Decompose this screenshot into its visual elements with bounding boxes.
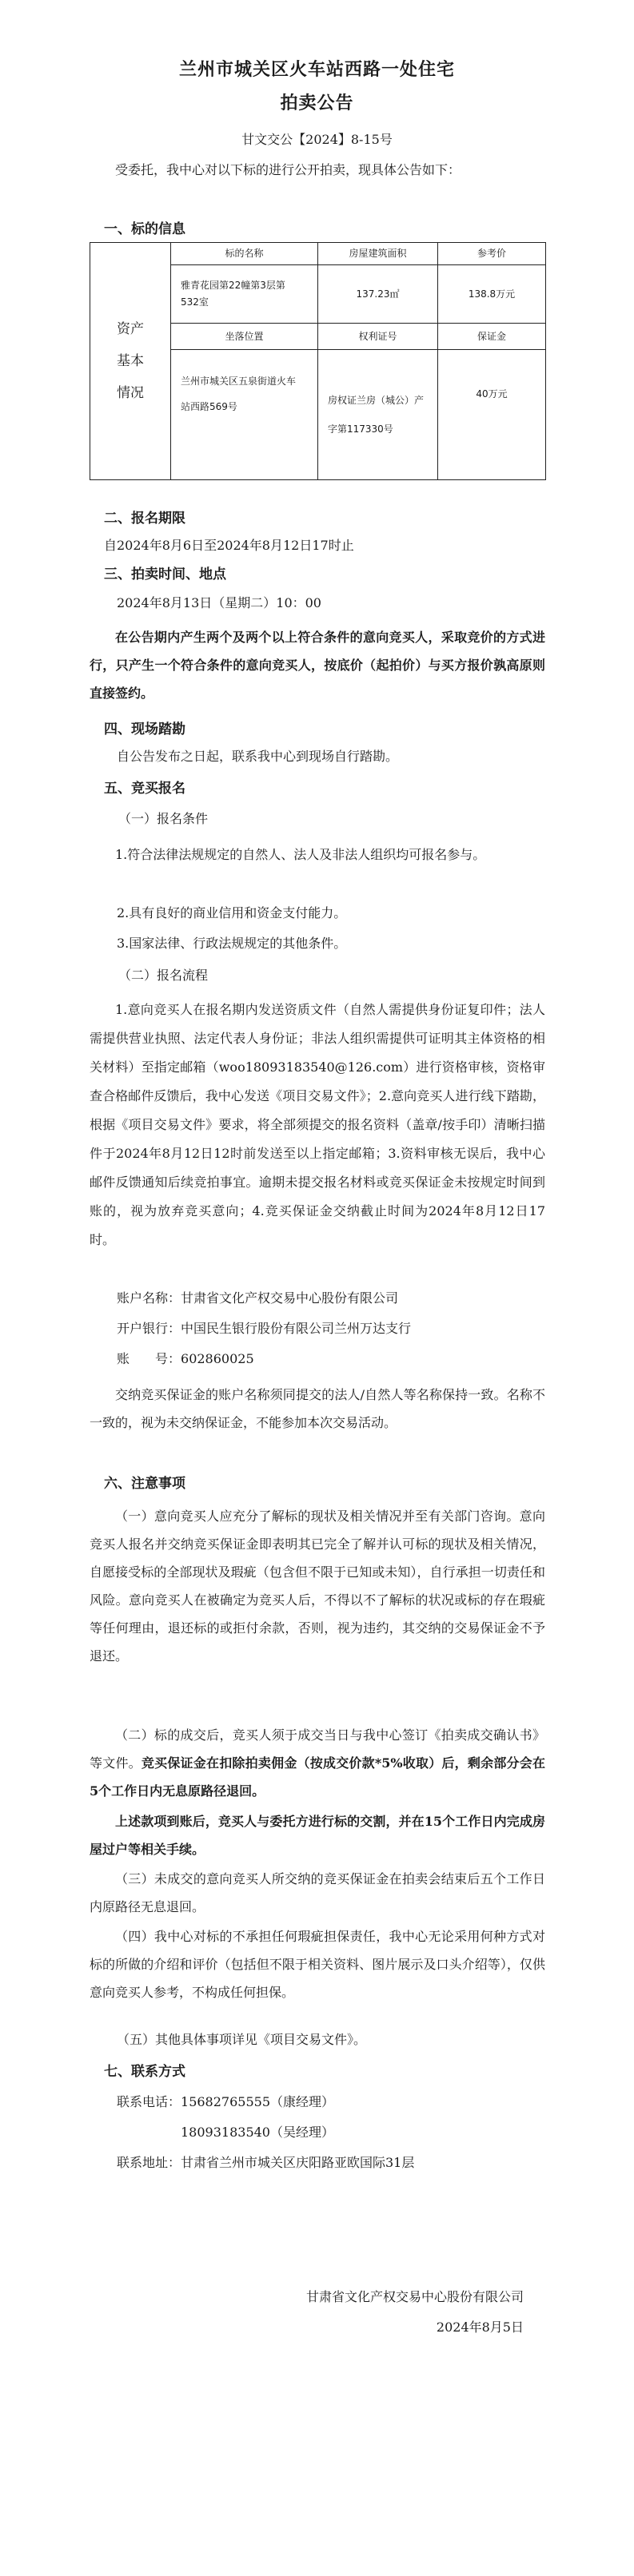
section7-heading: 七、联系方式 — [104, 2064, 185, 2080]
section4-heading: 四、现场踏勘 — [104, 722, 185, 737]
signature-org: 甘肃省文化产权交易中心股份有限公司 — [305, 2289, 524, 2304]
section5-heading: 五、竞买报名 — [104, 781, 185, 797]
intro-paragraph: 受委托，我中心对以下标的进行公开拍卖，现具体公告如下： — [115, 162, 461, 177]
row-header-line3: 情况 — [117, 385, 144, 401]
account-number-label: 账 号： — [117, 1351, 181, 1366]
title-line2: 拍卖公告 — [280, 93, 354, 113]
deposit-note: 交纳竞买保证金的账户名称须同提交的法人/自然人等名称保持一致。名称不一致的，视为未交纳保证金，不能参加本次交易活动。 — [90, 1387, 545, 1430]
section3-heading: 三、拍卖时间、地点 — [104, 566, 226, 582]
notice-2b: 上述款项到账后，竞买人与委托方进行标的交割，并在15个工作日内完成房屋过户等相关手续。 — [90, 1814, 545, 1857]
header-location: 坐落位置 — [225, 330, 264, 342]
notice-2-bold: 竞买保证金在扣除拍卖佣金（按成交价款*5%收取）后，剩余部分会在5个工作日内无息原路径退回。 — [90, 1755, 545, 1799]
section2-heading: 二、报名期限 — [104, 511, 185, 527]
account-number-value: 602860025 — [181, 1351, 254, 1366]
section1-heading: 一、标的信息 — [104, 221, 185, 237]
area-value: 137.23㎡ — [356, 288, 400, 300]
condition-3: 3.国家法律、行政法规规定的其他条件。 — [117, 936, 347, 951]
bank-name: 开户银行：中国民生银行股份有限公司兰州万达支行 — [117, 1321, 412, 1336]
deposit-value: 40万元 — [476, 388, 508, 400]
section6-heading: 六、注意事项 — [104, 1476, 185, 1492]
asset-row-header — [90, 243, 170, 479]
notice-2-normal: （二）标的成交后，竞买人须于成交当日与我中心签订《拍卖成交确认书》等文件。 — [90, 1727, 545, 1771]
site-visit-text: 自公告发布之日起，联系我中心到现场自行踏勘。 — [117, 749, 399, 764]
signature-date: 2024年8月5日 — [436, 2320, 524, 2335]
notice-5: （五）其他具体事项详见《项目交易文件》。 — [117, 2032, 367, 2047]
account-name: 账户名称：甘肃省文化产权交易中心股份有限公司 — [117, 1290, 399, 1306]
notice-2 — [90, 1721, 545, 1805]
header-area: 房屋建筑面积 — [349, 248, 407, 259]
account-number — [117, 1349, 254, 1367]
title-line1: 兰州市城关区火车站西路一处住宅 — [178, 60, 455, 80]
contact-address: 联系地址：甘肃省兰州市城关区庆阳路亚欧国际31层 — [117, 2155, 415, 2170]
auction-time: 2024年8月13日（星期二）10：00 — [117, 595, 321, 610]
header-reference-price: 参考价 — [476, 248, 506, 259]
row-header-line1: 资产 — [117, 321, 144, 337]
condition-2: 2.具有良好的商业信用和资金支付能力。 — [117, 905, 347, 920]
certificate-value: 房权证兰房（城公）产字第117330号 — [328, 395, 425, 435]
doc-number: 甘文交公【2024】8-15号 — [241, 132, 393, 147]
reference-price-value: 138.8万元 — [468, 288, 516, 300]
phone-1: 15682765555（康经理） — [181, 2094, 334, 2109]
asset-table — [90, 242, 546, 480]
header-target-name: 标的名称 — [225, 248, 264, 259]
header-deposit: 保证金 — [476, 330, 506, 342]
notice-1: （一）意向竞买人应充分了解标的现状及相关情况并至有关部门咨询。意向竞买人报名并交纳竞买保证金即表明其已完全了解并认可标的现状及相关情况，自愿接受标的全部现状及瑕疵（包含但不限于已知或未知），自行承担一切责任和风险。意向竞买人在被确定为竞买人后，不得以不了解标的状况或标的存在瑕疵等任何理由，退还标的或拒付余款，否则，视为违约，其交纳的交易保证金不予退还。 — [90, 1509, 545, 1664]
contact-phone-1 — [117, 2092, 334, 2110]
target-name-value: 雅青花园第22幢第3层第532室 — [181, 280, 285, 308]
phone-label: 联系电话： — [117, 2094, 181, 2109]
notice-3: （三）未成交的意向竞买人所交纳的竞买保证金在拍卖会结束后五个工作日内原路径无息退回。 — [90, 1871, 545, 1914]
location-value: 兰州市城关区五泉街道火车站西路569号 — [181, 376, 297, 412]
bidding-rule: 在公告期内产生两个及两个以上符合条件的意向竞买人，采取竞价的方式进行，只产生一个符合条件的意向竞买人，按底价（起拍价）与买方报价孰高原则直接签约。 — [90, 630, 545, 701]
condition-1: 1.符合法律法规规定的自然人、法人及非法人组织均可报名参与。 — [115, 847, 486, 862]
registration-process-heading: （二）报名流程 — [118, 968, 209, 983]
notice-4: （四）我中心对标的不承担任何瑕疵担保责任，我中心无论采用何种方式对标的所做的介绍和评价（包括但不限于相关资料、图片展示及口头介绍等），仅供意向竞买人参考，不构成任何担保。 — [90, 1929, 545, 2000]
row-header-line2: 基本 — [117, 353, 144, 369]
contact-phone-2: 18093183540（吴经理） — [181, 2125, 334, 2140]
registration-process-text: 1.意向竞买人在报名期内发送资质文件（自然人需提供身份证复印件；法人需提供营业执照、法定代表人身份证；非法人组织需提供可证明其主体资格的相关材料）至指定邮箱（woo18093183540@126.com）进行资格审核，资格审查合格邮件反馈后，我中心发送《项目交易文件》；2.意向竞买人进行线下踏勘，根据《项目交易文件》要求，将全部须提交的报名资料（盖章/按手印）清晰扫描件于2024年8月12日12时前发送至以上指定邮箱；3.资料审核无误后，我中心邮件反馈通知后续竞拍事宜。逾期未提交报名材料或竞买保证金未按规定时间到账的，视为放弃竞买意向；4.竞买保证金交纳截止时间为2024年8月12日17时。 — [90, 1002, 545, 1247]
registration-conditions-heading: （一）报名条件 — [118, 811, 209, 826]
registration-period: 自2024年8月6日至2024年8月12日17时止 — [104, 538, 354, 553]
header-certificate: 权利证号 — [358, 330, 397, 342]
